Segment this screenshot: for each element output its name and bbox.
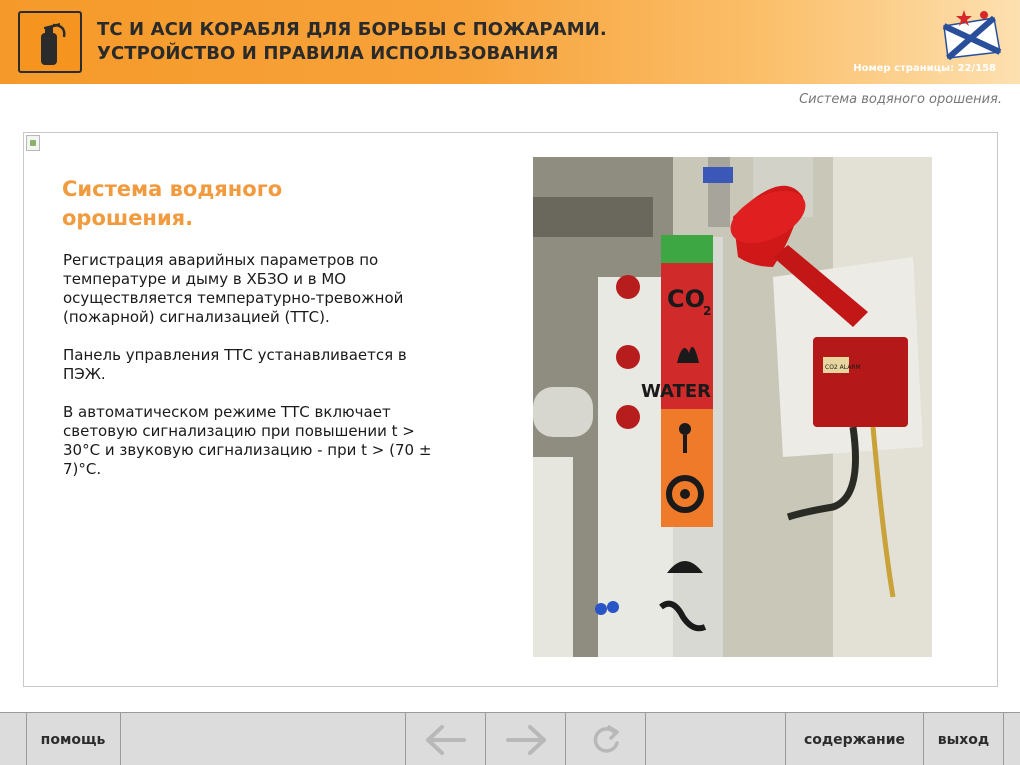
help-button-label: помощь	[40, 731, 106, 748]
arrow-right-icon	[504, 723, 548, 757]
reload-button[interactable]	[565, 713, 645, 765]
alarm-box-label: CO2 ALARM	[825, 364, 861, 371]
naval-flag-emblem	[938, 6, 1008, 60]
contents-button[interactable]	[785, 713, 923, 765]
reload-icon	[589, 723, 623, 757]
nav-spacer	[120, 713, 405, 765]
course-title	[97, 18, 797, 66]
content-frame	[23, 132, 998, 687]
nav-divider	[26, 713, 27, 765]
header-bar	[0, 0, 1020, 84]
nav-divider	[1003, 713, 1004, 765]
fire-extinguisher-icon	[18, 11, 82, 73]
section-caption: Система водяного орошения.	[799, 92, 1002, 107]
slide-paragraph: В автоматическом режиме ТТС включает световую сигнализацию при повышении t > 30°С и звуковую сигнализацию - при t > (70 ± 7)°С.	[63, 403, 432, 478]
arrow-left-icon	[424, 723, 468, 757]
back-button[interactable]	[405, 713, 485, 765]
help-button[interactable]	[26, 713, 120, 765]
exit-button[interactable]	[923, 713, 1003, 765]
slide-paragraph: Панель управления ТТС устанавливается в ПЭЖ.	[63, 346, 407, 383]
co2-label: CO	[667, 285, 706, 313]
slide-paragraph: Регистрация аварийных параметров по температуре и дыму в ХБЗО и в МО осуществляется температурно-тревожной (пожарной) сигнализацией (ТТС).	[63, 251, 404, 326]
nav-spacer	[645, 713, 785, 765]
course-title-line1: ТС И АСИ КОРАБЛЯ ДЛЯ БОРЬБЫ С ПОЖАРАМИ.	[97, 19, 607, 40]
contents-button-label: содержание	[803, 731, 906, 748]
course-title-line2: УСТРОЙСТВО И ПРАВИЛА ИСПОЛЬЗОВАНИЯ	[97, 43, 559, 64]
slide-title: Система водяного орошения.	[62, 177, 283, 230]
broken-image-icon	[26, 135, 40, 151]
water-label: WATER	[641, 381, 712, 402]
forward-button[interactable]	[485, 713, 565, 765]
page-counter: Номер страницы: 22/158	[853, 63, 996, 74]
alarm-panel-photo	[533, 157, 932, 657]
bottom-nav	[0, 712, 1020, 765]
exit-button-label: выход	[937, 731, 990, 748]
co2-subscript: 2	[703, 304, 712, 318]
slide-body	[63, 251, 433, 498]
